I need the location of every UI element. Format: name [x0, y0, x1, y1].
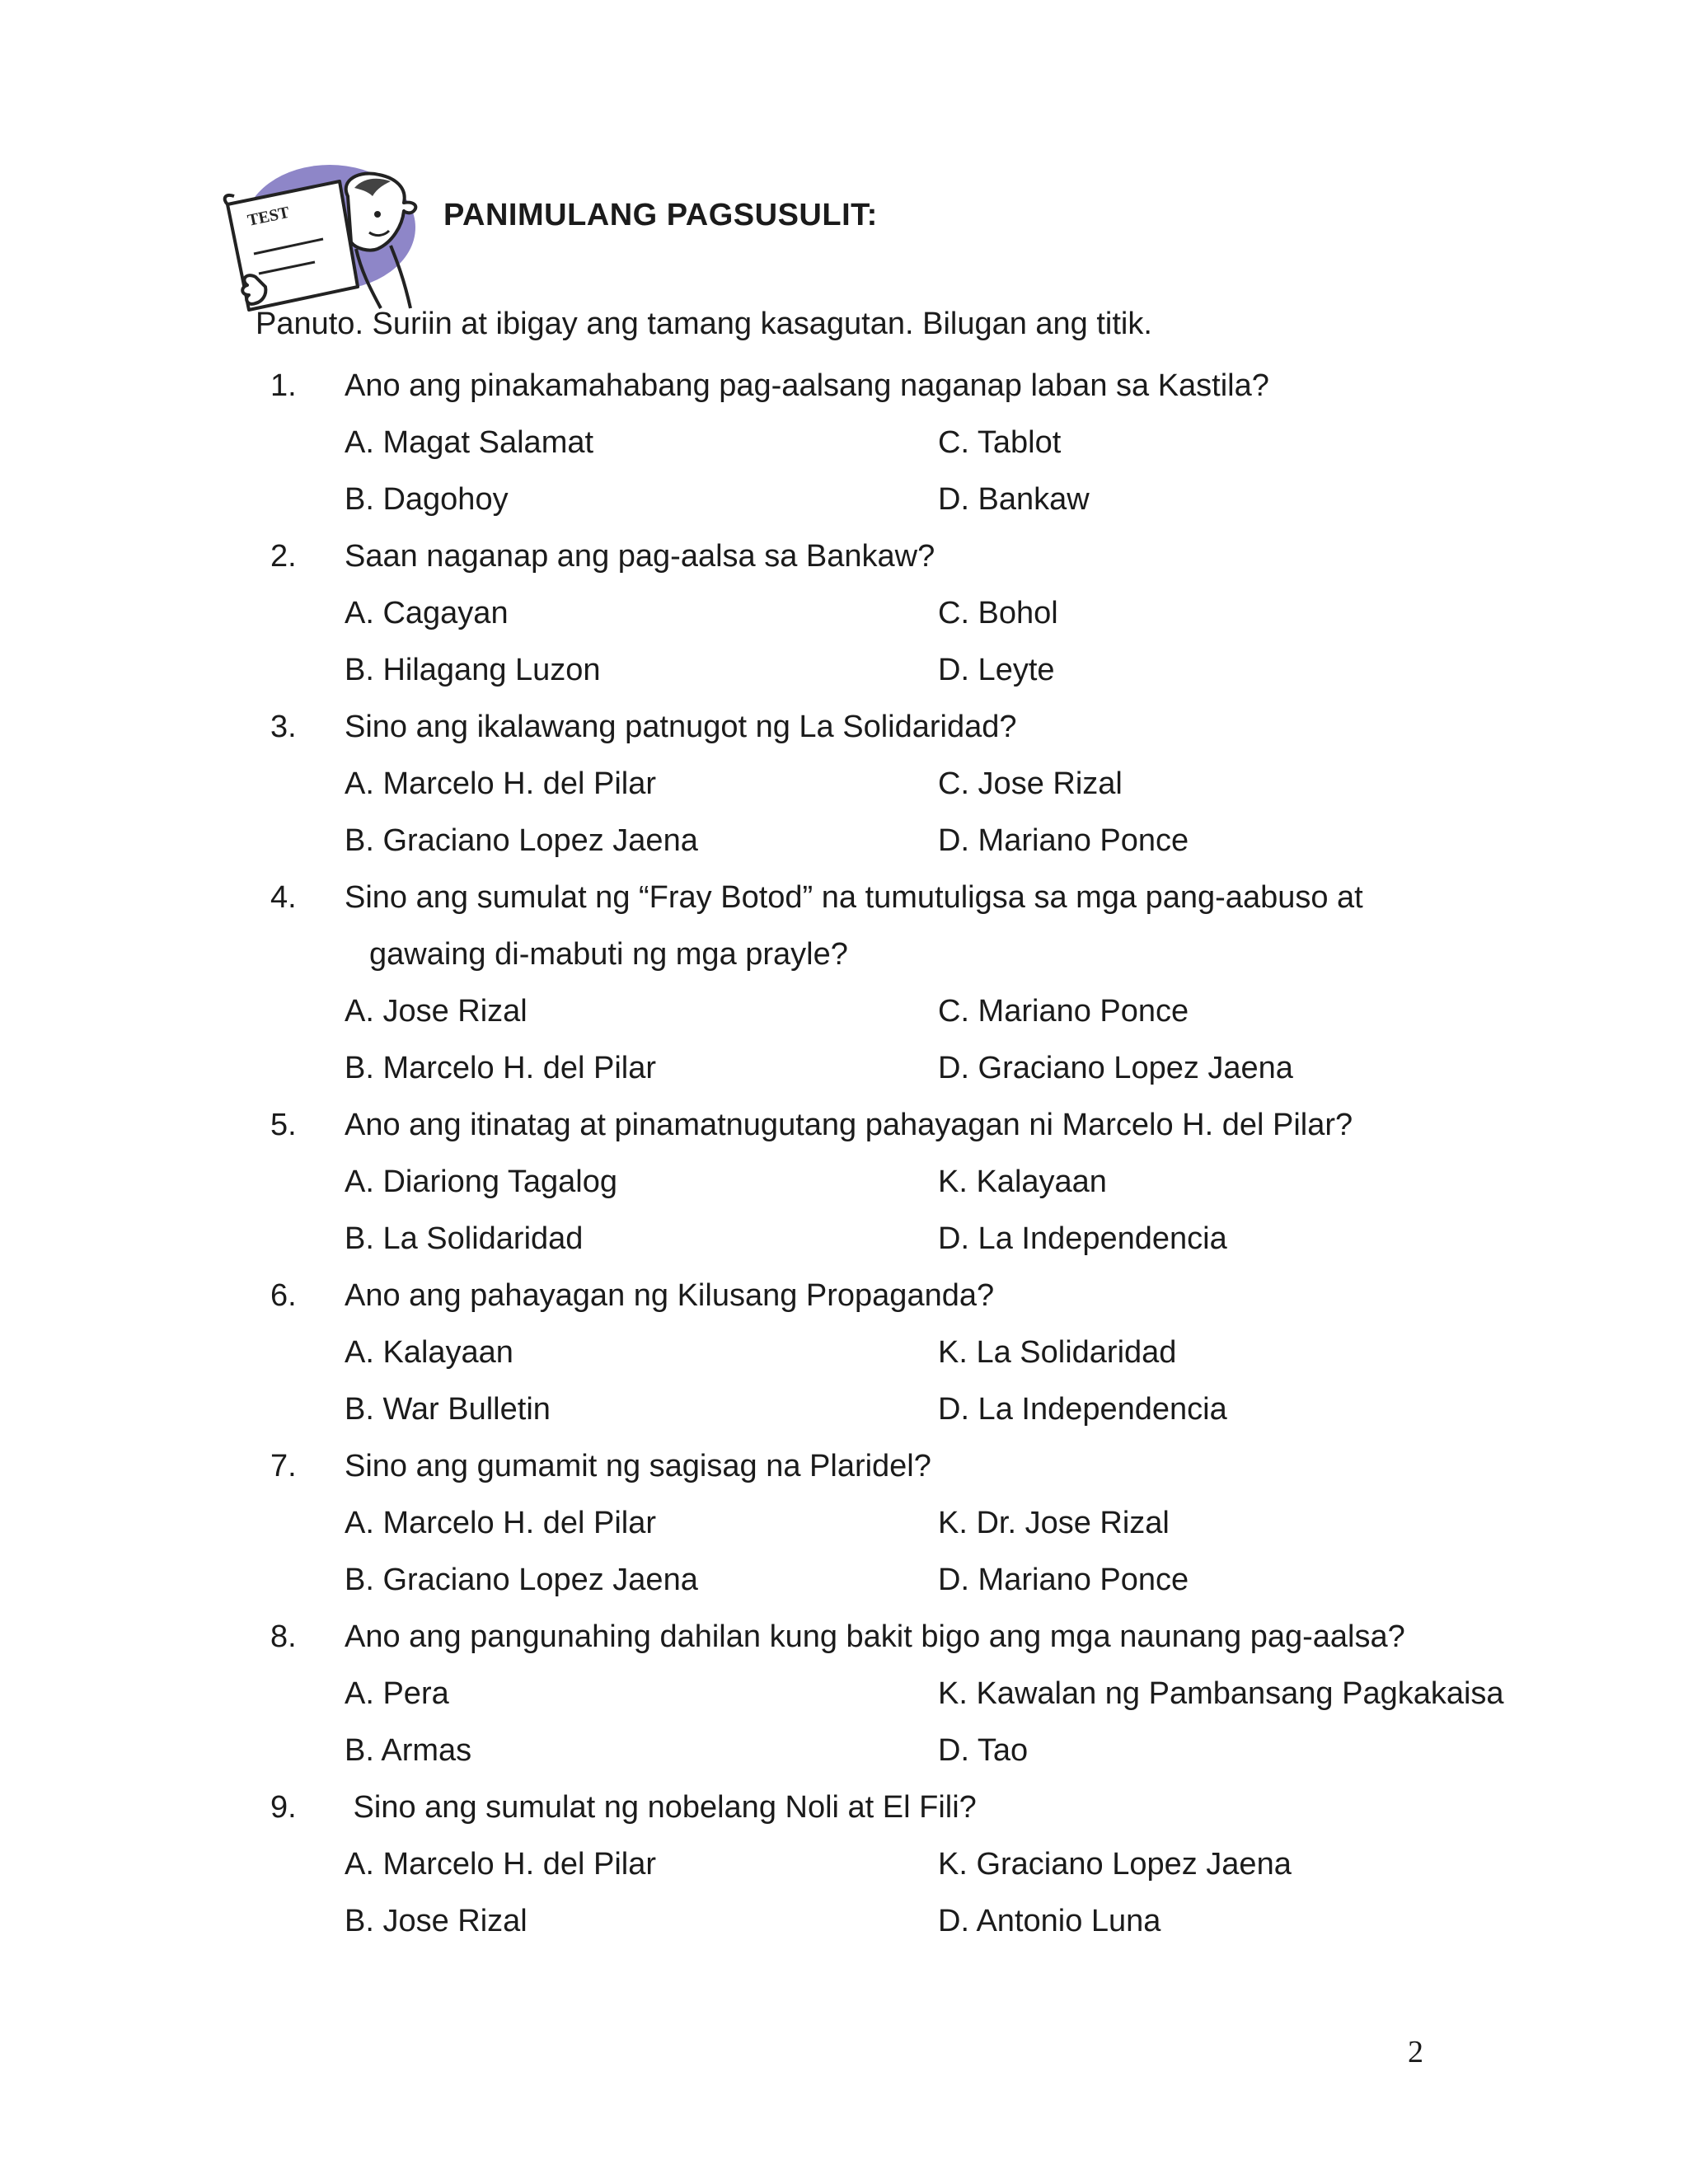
question-list — [0, 358, 1688, 1950]
option-d[interactable]: D. Mariano Ponce — [938, 823, 1189, 858]
option-b[interactable]: B. Hilagang Luzon — [345, 653, 601, 687]
option-d[interactable]: D. Graciano Lopez Jaena — [938, 1051, 1293, 1085]
option-c[interactable]: C. Mariano Ponce — [938, 994, 1189, 1029]
question-4 — [0, 869, 1688, 926]
options-row — [0, 1381, 1688, 1438]
options-row — [0, 1040, 1688, 1097]
question-text: Saan naganap ang pag-aalsa sa Bankaw? — [345, 539, 935, 574]
options-row — [0, 1324, 1688, 1381]
option-b[interactable]: B. La Solidaridad — [345, 1221, 584, 1256]
question-number: 5. — [270, 1108, 297, 1142]
options-row — [0, 1495, 1688, 1552]
question-text: Sino ang sumulat ng nobelang Noli at El Fili? — [345, 1790, 977, 1825]
question-3 — [0, 699, 1688, 756]
option-d[interactable]: D. La Independencia — [938, 1392, 1227, 1427]
question-5 — [0, 1097, 1688, 1154]
option-d[interactable]: D. La Independencia — [938, 1221, 1227, 1256]
question-9 — [0, 1779, 1688, 1836]
options-row — [0, 1836, 1688, 1893]
options-row — [0, 983, 1688, 1040]
question-2 — [0, 528, 1688, 585]
option-b[interactable]: B. Armas — [345, 1733, 472, 1768]
question-4-continuation — [0, 926, 1688, 983]
question-text: Sino ang gumamit ng sagisag na Plaridel? — [345, 1449, 931, 1483]
page-number: 2 — [1408, 2035, 1423, 2069]
option-k[interactable]: K. Kawalan ng Pambansang Pagkakaisa — [938, 1676, 1504, 1711]
question-7 — [0, 1438, 1688, 1495]
option-b[interactable]: B. Jose Rizal — [345, 1904, 528, 1938]
question-number: 3. — [270, 710, 297, 744]
option-b[interactable]: B. Dagohoy — [345, 482, 509, 517]
options-row — [0, 1552, 1688, 1609]
question-number: 6. — [270, 1278, 297, 1313]
page-title: PANIMULANG PAGSUSULIT: — [443, 198, 878, 232]
option-b[interactable]: B. War Bulletin — [345, 1392, 551, 1427]
options-row — [0, 585, 1688, 642]
option-a[interactable]: A. Marcelo H. del Pilar — [345, 1506, 657, 1540]
option-k[interactable]: K. Dr. Jose Rizal — [938, 1506, 1170, 1540]
option-a[interactable]: A. Marcelo H. del Pilar — [345, 766, 657, 801]
option-c[interactable]: C. Tablot — [938, 425, 1062, 460]
option-d[interactable]: D. Tao — [938, 1733, 1029, 1768]
options-row — [0, 1893, 1688, 1950]
question-8 — [0, 1609, 1688, 1666]
question-number: 7. — [270, 1449, 297, 1483]
option-c[interactable]: C. Bohol — [938, 596, 1058, 630]
question-number: 4. — [270, 880, 297, 915]
option-b[interactable]: B. Graciano Lopez Jaena — [345, 823, 698, 858]
option-a[interactable]: A. Diariong Tagalog — [345, 1165, 617, 1199]
options-row — [0, 1666, 1688, 1722]
options-row — [0, 642, 1688, 699]
option-k[interactable]: K. Graciano Lopez Jaena — [938, 1847, 1292, 1882]
question-text-continuation: gawaing di-mabuti ng mga prayle? — [369, 937, 848, 972]
option-a[interactable]: A. Marcelo H. del Pilar — [345, 1847, 657, 1882]
option-a[interactable]: A. Kalayaan — [345, 1335, 513, 1370]
options-row — [0, 756, 1688, 813]
question-number: 9. — [270, 1790, 297, 1825]
options-row — [0, 813, 1688, 869]
option-k[interactable]: K. Kalayaan — [938, 1165, 1107, 1199]
option-a[interactable]: A. Cagayan — [345, 596, 509, 630]
question-number: 1. — [270, 368, 297, 403]
test-paper-reader-icon — [216, 163, 430, 312]
test-paper-label: TEST — [246, 203, 292, 230]
question-1 — [0, 358, 1688, 415]
question-text: Ano ang pangunahing dahilan kung bakit bigo ang mga naunang pag-aalsa? — [345, 1619, 1405, 1654]
test-header — [216, 163, 1370, 312]
question-text: Ano ang itinatag at pinamatnugutang pahayagan ni Marcelo H. del Pilar? — [345, 1108, 1353, 1142]
question-text: Ano ang pahayagan ng Kilusang Propaganda? — [345, 1278, 995, 1313]
question-text: Sino ang ikalawang patnugot ng La Solidaridad? — [345, 710, 1017, 744]
option-c[interactable]: C. Jose Rizal — [938, 766, 1123, 801]
options-row — [0, 415, 1688, 471]
option-d[interactable]: D. Antonio Luna — [938, 1904, 1161, 1938]
options-row — [0, 471, 1688, 528]
options-row — [0, 1154, 1688, 1211]
instructions-text: Panuto. Suriin at ibigay ang tamang kasagutan. Bilugan ang titik. — [256, 307, 1152, 341]
question-text: Ano ang pinakamahabang pag-aalsang naganap laban sa Kastila? — [345, 368, 1269, 403]
option-b[interactable]: B. Graciano Lopez Jaena — [345, 1563, 698, 1597]
options-row — [0, 1722, 1688, 1779]
options-row — [0, 1211, 1688, 1268]
question-number: 8. — [270, 1619, 297, 1654]
question-number: 2. — [270, 539, 297, 574]
question-text: Sino ang sumulat ng “Fray Botod” na tumutuligsa sa mga pang-aabuso at — [345, 880, 1363, 915]
option-d[interactable]: D. Bankaw — [938, 482, 1090, 517]
option-b[interactable]: B. Marcelo H. del Pilar — [345, 1051, 657, 1085]
option-a[interactable]: A. Magat Salamat — [345, 425, 594, 460]
option-a[interactable]: A. Pera — [345, 1676, 449, 1711]
option-d[interactable]: D. Mariano Ponce — [938, 1563, 1189, 1597]
option-a[interactable]: A. Jose Rizal — [345, 994, 528, 1029]
option-k[interactable]: K. La Solidaridad — [938, 1335, 1177, 1370]
question-6 — [0, 1268, 1688, 1324]
option-d[interactable]: D. Leyte — [938, 653, 1055, 687]
